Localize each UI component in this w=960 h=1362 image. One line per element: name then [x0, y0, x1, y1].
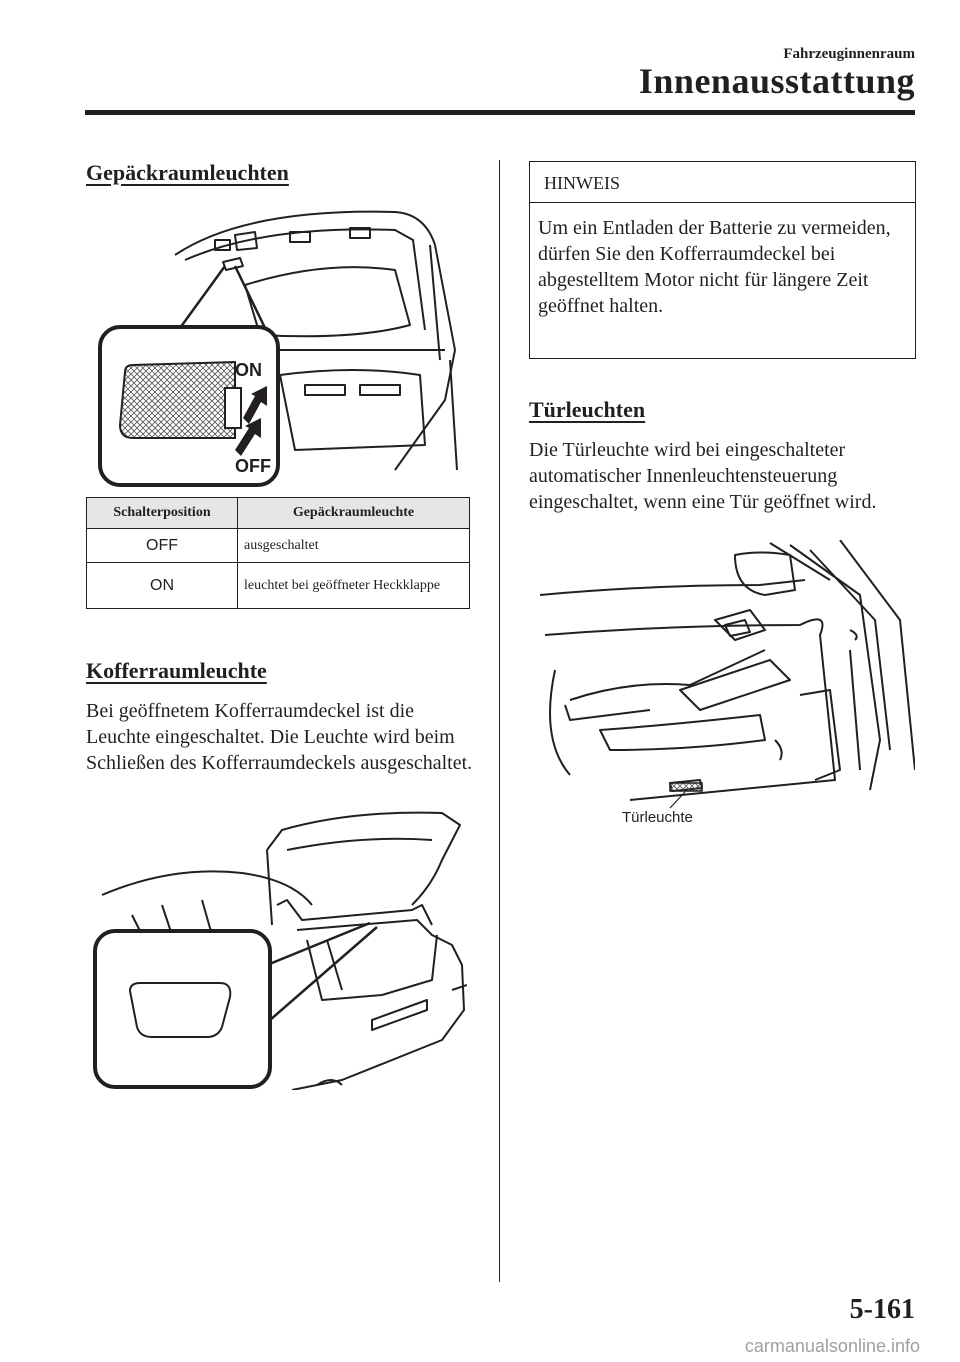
luggage-light-illustration	[95, 200, 470, 490]
table-cell-position: OFF	[87, 529, 238, 563]
header-rule	[85, 110, 915, 115]
table-row	[87, 529, 470, 563]
switch-position-table	[86, 497, 470, 609]
trunk-light-text: Bei geöffnetem Kofferraumdeckel ist die Leuchte eingeschaltet. Die Leuchte wird beim Schließen des Kofferraumdeckels ausgeschaltet.	[86, 700, 473, 774]
table-header-light: Gepäckraumleuchte	[238, 498, 470, 529]
watermark: carmanualsonline.info	[744, 1336, 920, 1356]
switch-off-label: OFF	[235, 456, 271, 476]
table-cell-state: leuchtet bei geöffneter Heckklappe	[238, 563, 470, 609]
table-header-position: Schalterposition	[87, 498, 238, 529]
section-title: Innenausstattung	[638, 61, 915, 101]
door-light-label: Türleuchte	[622, 809, 693, 826]
luggage-lights-heading: Gepäckraumleuchten	[86, 160, 289, 185]
door-light-text: Die Türleuchte wird bei eingeschalteter automatischer Innenleuchtensteuerung eingeschaltet, wenn eine Tür geöffnet wird.	[529, 439, 877, 513]
trunk-light-illustration	[92, 805, 467, 1090]
trunk-light-heading: Kofferraumleuchte	[86, 658, 267, 683]
page-number: 5-161	[849, 1294, 915, 1325]
table-cell-position: ON	[87, 563, 238, 609]
table-row	[87, 563, 470, 609]
note-text: Um ein Entladen der Batterie zu vermeiden, dürfen Sie den Kofferraumdeckel bei abgestelltem Motor nicht für längere Zeit geöffnet halten.	[538, 217, 891, 317]
note-box	[529, 161, 916, 359]
door-light-illustration	[530, 540, 915, 830]
column-divider	[499, 160, 500, 1282]
table-cell-state: ausgeschaltet	[238, 529, 470, 563]
note-heading: HINWEIS	[530, 162, 915, 203]
chapter-title: Fahrzeuginnenraum	[783, 46, 915, 62]
switch-on-label: ON	[235, 360, 262, 380]
door-light-heading: Türleuchten	[529, 397, 646, 422]
